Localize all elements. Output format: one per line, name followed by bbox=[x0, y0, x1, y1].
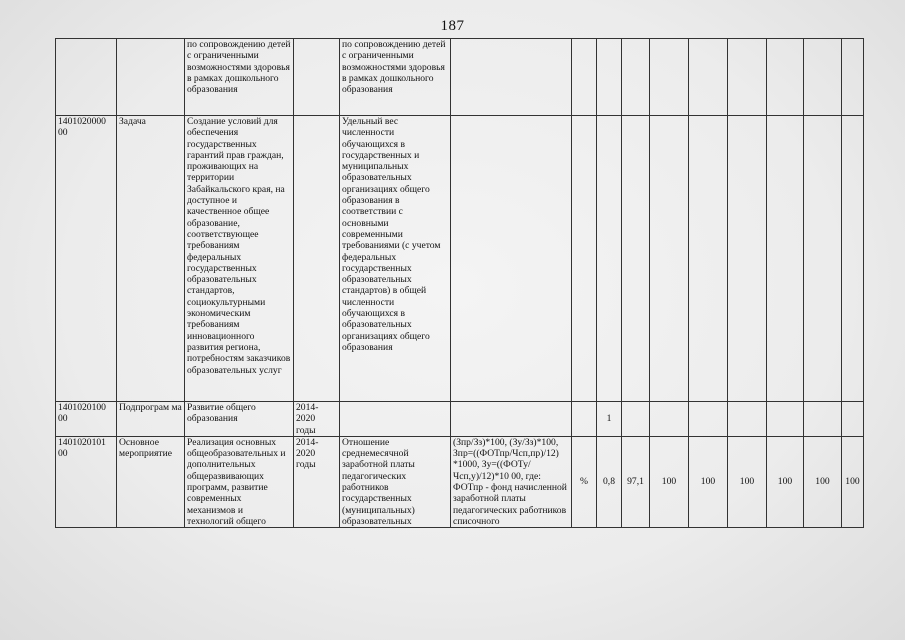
value-cell: 100 bbox=[842, 436, 864, 527]
value-cell bbox=[842, 39, 864, 116]
value-cell: 100 bbox=[689, 436, 728, 527]
value-cell bbox=[622, 402, 650, 437]
years-cell bbox=[294, 116, 340, 402]
type-cell: Задача bbox=[117, 116, 185, 402]
value-cell bbox=[689, 402, 728, 437]
value-cell bbox=[767, 402, 804, 437]
unit-cell bbox=[572, 116, 597, 402]
value-cell: 100 bbox=[767, 436, 804, 527]
years-cell: 2014- 2020 годы bbox=[294, 436, 340, 527]
value-cell bbox=[650, 402, 689, 437]
value-cell bbox=[804, 39, 842, 116]
value-cell bbox=[767, 39, 804, 116]
indicator-cell: Удельный вес численности обучающихся в государственных и муниципальных образовательных организациях общего образования в соответствии с основными современными требованиями (с учетом федеральных государственных образовательных стандартов) в общей численности обучающихся в образовательных организациях общего образования bbox=[340, 116, 451, 402]
value-cell bbox=[597, 39, 622, 116]
value-cell bbox=[650, 39, 689, 116]
name-cell: Развитие общего образования bbox=[185, 402, 294, 437]
code-cell: 1401020100 00 bbox=[56, 402, 117, 437]
value-cell bbox=[728, 116, 767, 402]
code-cell bbox=[56, 39, 117, 116]
formula-cell bbox=[451, 39, 572, 116]
name-cell: Реализация основных общеобразовательных и дополнительных общеразвивающих программ, развитие современных механизмов и технологий общего bbox=[185, 436, 294, 527]
value-cell: 100 bbox=[804, 436, 842, 527]
value-cell bbox=[842, 116, 864, 402]
code-cell: 1401020101 00 bbox=[56, 436, 117, 527]
value-cell: 0,8 bbox=[597, 436, 622, 527]
value-cell bbox=[804, 402, 842, 437]
type-cell: Основное мероприятие bbox=[117, 436, 185, 527]
unit-cell: % bbox=[572, 436, 597, 527]
value-cell bbox=[728, 402, 767, 437]
type-cell: Подпрограм ма bbox=[117, 402, 185, 437]
code-cell: 1401020000 00 bbox=[56, 116, 117, 402]
formula-cell bbox=[451, 116, 572, 402]
table-row bbox=[56, 116, 864, 402]
formula-cell bbox=[451, 402, 572, 437]
value-cell: 1 bbox=[597, 402, 622, 437]
value-cell bbox=[767, 116, 804, 402]
value-cell: 100 bbox=[650, 436, 689, 527]
value-cell: 100 bbox=[728, 436, 767, 527]
value-cell bbox=[650, 116, 689, 402]
value-cell bbox=[622, 116, 650, 402]
indicator-cell: Отношение среднемесячной заработной платы педагогических работников государственных (муниципальных) образовательных bbox=[340, 436, 451, 527]
value-cell bbox=[728, 39, 767, 116]
program-table bbox=[55, 38, 864, 528]
value-cell bbox=[689, 39, 728, 116]
value-cell bbox=[804, 116, 842, 402]
years-cell: 2014- 2020 годы bbox=[294, 402, 340, 437]
type-cell bbox=[117, 39, 185, 116]
name-cell: Создание условий для обеспечения государственных гарантий прав граждан, проживающих на территории Забайкальского края, на доступное и качественное общее образование, соответствующее требованиям федеральных государственных образовательных стандартов, социокультурными экономическим требованиям инновационного развития региона, потребностям заказчиков образовательных услуг bbox=[185, 116, 294, 402]
name-cell: по сопровождению детей с ограниченными возможностями здоровья в рамках дошкольного образования bbox=[185, 39, 294, 116]
table-row bbox=[56, 402, 864, 437]
table-row bbox=[56, 436, 864, 527]
value-cell bbox=[689, 116, 728, 402]
formula-cell: (Зпр/Зз)*100, (Зу/Зз)*100, Зпр=((ФОТпр/Чсп,пр)/12) *1000, Зу=((ФОТу/Чсп,у)/12)*10 00, где: ФОТпр - фонд начисленной заработной платы педагогических работников списочного bbox=[451, 436, 572, 527]
unit-cell bbox=[572, 402, 597, 437]
unit-cell bbox=[572, 39, 597, 116]
value-cell: 97,1 bbox=[622, 436, 650, 527]
indicator-cell: по сопровождению детей с ограниченными возможностями здоровья в рамках дошкольного образования bbox=[340, 39, 451, 116]
table-row bbox=[56, 39, 864, 116]
years-cell bbox=[294, 39, 340, 116]
value-cell bbox=[622, 39, 650, 116]
page-number: 187 bbox=[440, 18, 465, 34]
value-cell bbox=[842, 402, 864, 437]
value-cell bbox=[597, 116, 622, 402]
indicator-cell bbox=[340, 402, 451, 437]
